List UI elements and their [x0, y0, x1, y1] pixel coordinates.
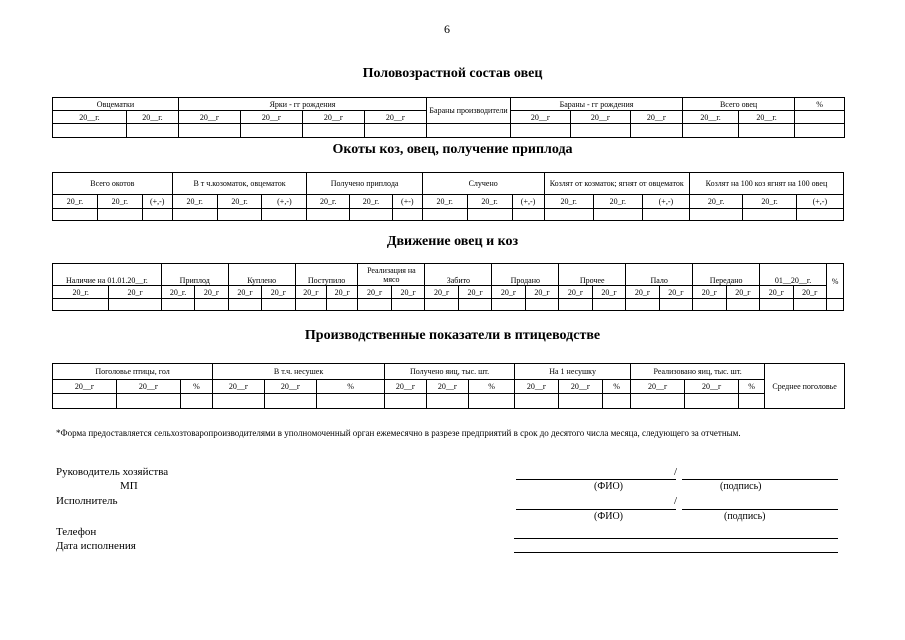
- year-cell: 20__г: [241, 111, 303, 124]
- head-label: Руководитель хозяйства: [56, 466, 169, 478]
- input-cell[interactable]: [760, 299, 793, 311]
- sheep-composition-table: [52, 97, 845, 138]
- signature-caption: (подпись): [724, 511, 766, 522]
- diff-cell: (+,-): [642, 195, 689, 209]
- year-cell: 20_г: [425, 286, 458, 299]
- header-per-layer: На 1 несушку: [515, 364, 631, 380]
- year-cell: 20__г.: [739, 111, 795, 124]
- input-cell[interactable]: [425, 299, 458, 311]
- input-cell[interactable]: [427, 394, 469, 409]
- slash-divider: /: [674, 495, 678, 507]
- page-number: 6: [444, 22, 450, 36]
- percent-cell: %: [603, 380, 631, 394]
- input-cell[interactable]: [262, 299, 295, 311]
- slash-divider: /: [674, 466, 678, 478]
- input-cell[interactable]: [241, 124, 303, 138]
- input-cell[interactable]: [179, 124, 241, 138]
- year-cell: 20__г: [53, 380, 117, 394]
- input-cell[interactable]: [392, 209, 422, 221]
- year-cell: 20_г: [228, 286, 261, 299]
- year-cell: 20_г: [295, 286, 326, 299]
- header-other: Прочее: [559, 264, 626, 286]
- diff-cell: (+,-): [262, 195, 307, 209]
- input-cell[interactable]: [53, 394, 117, 409]
- year-cell: 20__г: [179, 111, 241, 124]
- fio-caption: (ФИО): [594, 481, 624, 492]
- year-cell: 20__г.: [683, 111, 739, 124]
- year-cell: 20_г.: [422, 195, 467, 209]
- input-cell[interactable]: [593, 209, 642, 221]
- header-average-stock: Среднее поголовье: [765, 364, 845, 409]
- date-line[interactable]: [514, 552, 838, 553]
- year-cell: 20__г: [685, 380, 739, 394]
- input-cell[interactable]: [365, 124, 427, 138]
- input-cell[interactable]: [117, 394, 181, 409]
- input-cell[interactable]: [827, 299, 844, 311]
- input-cell[interactable]: [544, 209, 593, 221]
- empty-cell: [795, 111, 845, 124]
- input-cell[interactable]: [796, 209, 843, 221]
- input-cell[interactable]: [683, 124, 739, 138]
- year-cell: 20__г: [265, 380, 317, 394]
- input-cell[interactable]: [726, 299, 759, 311]
- year-cell: 20_г: [195, 286, 228, 299]
- section-title-lambing: Окоты коз, овец, получение приплода: [332, 142, 573, 157]
- year-cell: 20_г.: [53, 286, 109, 299]
- year-cell: 20__г: [559, 380, 603, 394]
- input-cell[interactable]: [262, 209, 307, 221]
- input-cell[interactable]: [685, 394, 739, 409]
- header-meat-sale: Реализация на мясо: [358, 264, 425, 286]
- input-cell[interactable]: [631, 394, 685, 409]
- input-cell[interactable]: [795, 124, 845, 138]
- year-cell: 20__г: [117, 380, 181, 394]
- input-cell[interactable]: [693, 299, 726, 311]
- executor-signature-line[interactable]: [682, 509, 838, 510]
- section-title-movement: Движение овец и коз: [386, 234, 519, 249]
- year-cell: 20__г: [571, 111, 631, 124]
- percent-cell: %: [739, 380, 765, 394]
- year-cell: 20__г: [515, 380, 559, 394]
- percent-cell: %: [181, 380, 213, 394]
- year-cell: 20_г: [327, 286, 358, 299]
- year-cell: 20_г: [760, 286, 793, 299]
- year-cell: 20_г: [626, 286, 659, 299]
- fio-caption: (ФИО): [594, 511, 624, 522]
- diff-cell: (+,-): [796, 195, 843, 209]
- diff-cell: (+,-): [142, 195, 172, 209]
- input-cell[interactable]: [467, 209, 512, 221]
- footnote: *Форма предоставляется сельхозтоваропроизводителями в уполномоченный орган ежемесячно в разрезе предприятий в срок до десятого числа месяца, следующего за отчетным.: [56, 428, 741, 438]
- movement-table: [52, 263, 844, 311]
- header-availability: Наличие на 01.01.20__г.: [53, 264, 162, 286]
- year-cell: 20_г: [262, 286, 295, 299]
- header-percent: %: [795, 98, 845, 111]
- year-cell: 20_г: [525, 286, 558, 299]
- input-cell[interactable]: [515, 394, 559, 409]
- year-cell: 20_г.: [689, 195, 742, 209]
- input-cell[interactable]: [142, 209, 172, 221]
- header-mated: Случено: [422, 173, 544, 195]
- year-cell: 20__г: [631, 380, 685, 394]
- header-percent: %: [827, 264, 844, 299]
- year-cell: 20_г.: [307, 195, 350, 209]
- input-cell[interactable]: [642, 209, 689, 221]
- input-cell[interactable]: [327, 299, 358, 311]
- header-goats-ewes: В т ч.козоматок, овцематок: [172, 173, 307, 195]
- header-transferred: Передано: [693, 264, 760, 286]
- input-cell[interactable]: [303, 124, 365, 138]
- input-cell[interactable]: [559, 299, 592, 311]
- input-cell[interactable]: [295, 299, 326, 311]
- input-cell[interactable]: [739, 124, 795, 138]
- year-cell: 20_г: [793, 286, 826, 299]
- year-cell: 20_г.: [172, 195, 217, 209]
- input-cell[interactable]: [626, 299, 659, 311]
- percent-cell: %: [469, 380, 515, 394]
- input-cell[interactable]: [743, 209, 796, 221]
- input-cell[interactable]: [181, 394, 213, 409]
- header-sold: Продано: [492, 264, 559, 286]
- input-cell[interactable]: [385, 394, 427, 409]
- input-cell[interactable]: [603, 394, 631, 409]
- input-cell[interactable]: [228, 299, 261, 311]
- header-per-100: Козлят на 100 коз ягнят на 100 овец: [689, 173, 843, 195]
- input-cell[interactable]: [358, 299, 391, 311]
- header-offspring: Получено приплода: [307, 173, 422, 195]
- input-cell[interactable]: [458, 299, 491, 311]
- input-cell[interactable]: [739, 394, 765, 409]
- diff-cell: (+,-): [512, 195, 544, 209]
- year-cell: 20_г.: [743, 195, 796, 209]
- input-cell[interactable]: [97, 209, 142, 221]
- input-cell[interactable]: [689, 209, 742, 221]
- year-cell: 20_г: [358, 286, 391, 299]
- input-cell[interactable]: [350, 209, 393, 221]
- header-ewes: Овцематки: [53, 98, 179, 111]
- head-fio-line[interactable]: [516, 479, 676, 480]
- year-cell: 20_г: [659, 286, 692, 299]
- input-cell[interactable]: [512, 209, 544, 221]
- input-cell[interactable]: [53, 299, 109, 311]
- input-cell[interactable]: [659, 299, 692, 311]
- header-kids-lambs: Козлят от козматок; ягнят от овцематок: [544, 173, 689, 195]
- year-cell: 20__г.: [53, 111, 127, 124]
- diff-cell: (+-): [392, 195, 422, 209]
- header-rams: Бараны производители: [427, 98, 511, 124]
- date-label: Дата исполнения: [56, 540, 136, 552]
- input-cell[interactable]: [217, 209, 262, 221]
- year-cell: 20__г: [631, 111, 683, 124]
- year-cell: 20_г: [592, 286, 625, 299]
- year-cell: 20__г: [511, 111, 571, 124]
- input-cell[interactable]: [525, 299, 558, 311]
- header-slaughtered: Забито: [425, 264, 492, 286]
- header-bought: Куплено: [228, 264, 295, 286]
- head-signature-line[interactable]: [682, 479, 838, 480]
- input-cell[interactable]: [265, 394, 317, 409]
- input-cell[interactable]: [307, 209, 350, 221]
- input-cell[interactable]: [53, 124, 127, 138]
- input-cell[interactable]: [422, 209, 467, 221]
- input-cell[interactable]: [511, 124, 571, 138]
- header-total-sheep: Всего овец: [683, 98, 795, 111]
- mp-label: МП: [120, 480, 138, 492]
- year-cell: 20_г.: [593, 195, 642, 209]
- input-cell[interactable]: [592, 299, 625, 311]
- header-eggs-sold: Реализовано яиц, тыс. шт.: [631, 364, 765, 380]
- section-title-poultry: Производственные показатели в птицеводстве: [304, 328, 601, 343]
- year-cell: 20__г: [427, 380, 469, 394]
- input-cell[interactable]: [127, 124, 179, 138]
- year-cell: 20_г: [492, 286, 525, 299]
- year-cell: 20_г.: [467, 195, 512, 209]
- input-cell[interactable]: [571, 124, 631, 138]
- year-cell: 20_г.: [350, 195, 393, 209]
- year-cell: 20_г: [391, 286, 424, 299]
- year-cell: 20__г.: [127, 111, 179, 124]
- signature-caption: (подпись): [720, 481, 762, 492]
- input-cell[interactable]: [109, 299, 161, 311]
- header-poultry-stock: Поголовье птицы, гол: [53, 364, 213, 380]
- lambing-table: [52, 172, 844, 221]
- percent-cell: %: [317, 380, 385, 394]
- header-rams-years: Бараны - гг рождения: [511, 98, 683, 111]
- header-offspring: Приплод: [161, 264, 228, 286]
- input-cell[interactable]: [53, 209, 98, 221]
- header-died: Пало: [626, 264, 693, 286]
- section-title-sheep-composition: Половозрастной состав овец: [362, 66, 543, 81]
- year-cell: 20_г: [109, 286, 161, 299]
- input-cell[interactable]: [161, 299, 194, 311]
- header-end-date: 01__20__г.: [760, 264, 827, 286]
- input-cell[interactable]: [391, 299, 424, 311]
- input-cell[interactable]: [559, 394, 603, 409]
- input-cell[interactable]: [793, 299, 826, 311]
- year-cell: 20_г.: [217, 195, 262, 209]
- year-cell: 20_г: [693, 286, 726, 299]
- header-yarki: Ярки - гг рождения: [179, 98, 427, 111]
- year-cell: 20__г: [365, 111, 427, 124]
- input-cell[interactable]: [492, 299, 525, 311]
- input-cell[interactable]: [427, 124, 511, 138]
- year-cell: 20_г.: [97, 195, 142, 209]
- phone-line[interactable]: [514, 538, 838, 539]
- year-cell: 20_г: [726, 286, 759, 299]
- header-total-lambings: Всего окотов: [53, 173, 173, 195]
- year-cell: 20_г.: [161, 286, 194, 299]
- year-cell: 20_г: [559, 286, 592, 299]
- header-eggs-received: Получено яиц, тыс. шт.: [385, 364, 515, 380]
- input-cell[interactable]: [213, 394, 265, 409]
- executor-label: Исполнитель: [56, 495, 118, 507]
- phone-label: Телефон: [56, 526, 97, 538]
- input-cell[interactable]: [469, 394, 515, 409]
- header-received: Поступило: [295, 264, 358, 286]
- input-cell[interactable]: [317, 394, 385, 409]
- input-cell[interactable]: [631, 124, 683, 138]
- input-cell[interactable]: [172, 209, 217, 221]
- year-cell: 20_г: [458, 286, 491, 299]
- year-cell: 20__г: [385, 380, 427, 394]
- year-cell: 20_г.: [53, 195, 98, 209]
- poultry-table: [52, 363, 845, 409]
- header-layers: В т.ч. несушек: [213, 364, 385, 380]
- year-cell: 20_г.: [544, 195, 593, 209]
- input-cell[interactable]: [195, 299, 228, 311]
- executor-fio-line[interactable]: [516, 509, 676, 510]
- year-cell: 20__г: [303, 111, 365, 124]
- year-cell: 20__г: [213, 380, 265, 394]
